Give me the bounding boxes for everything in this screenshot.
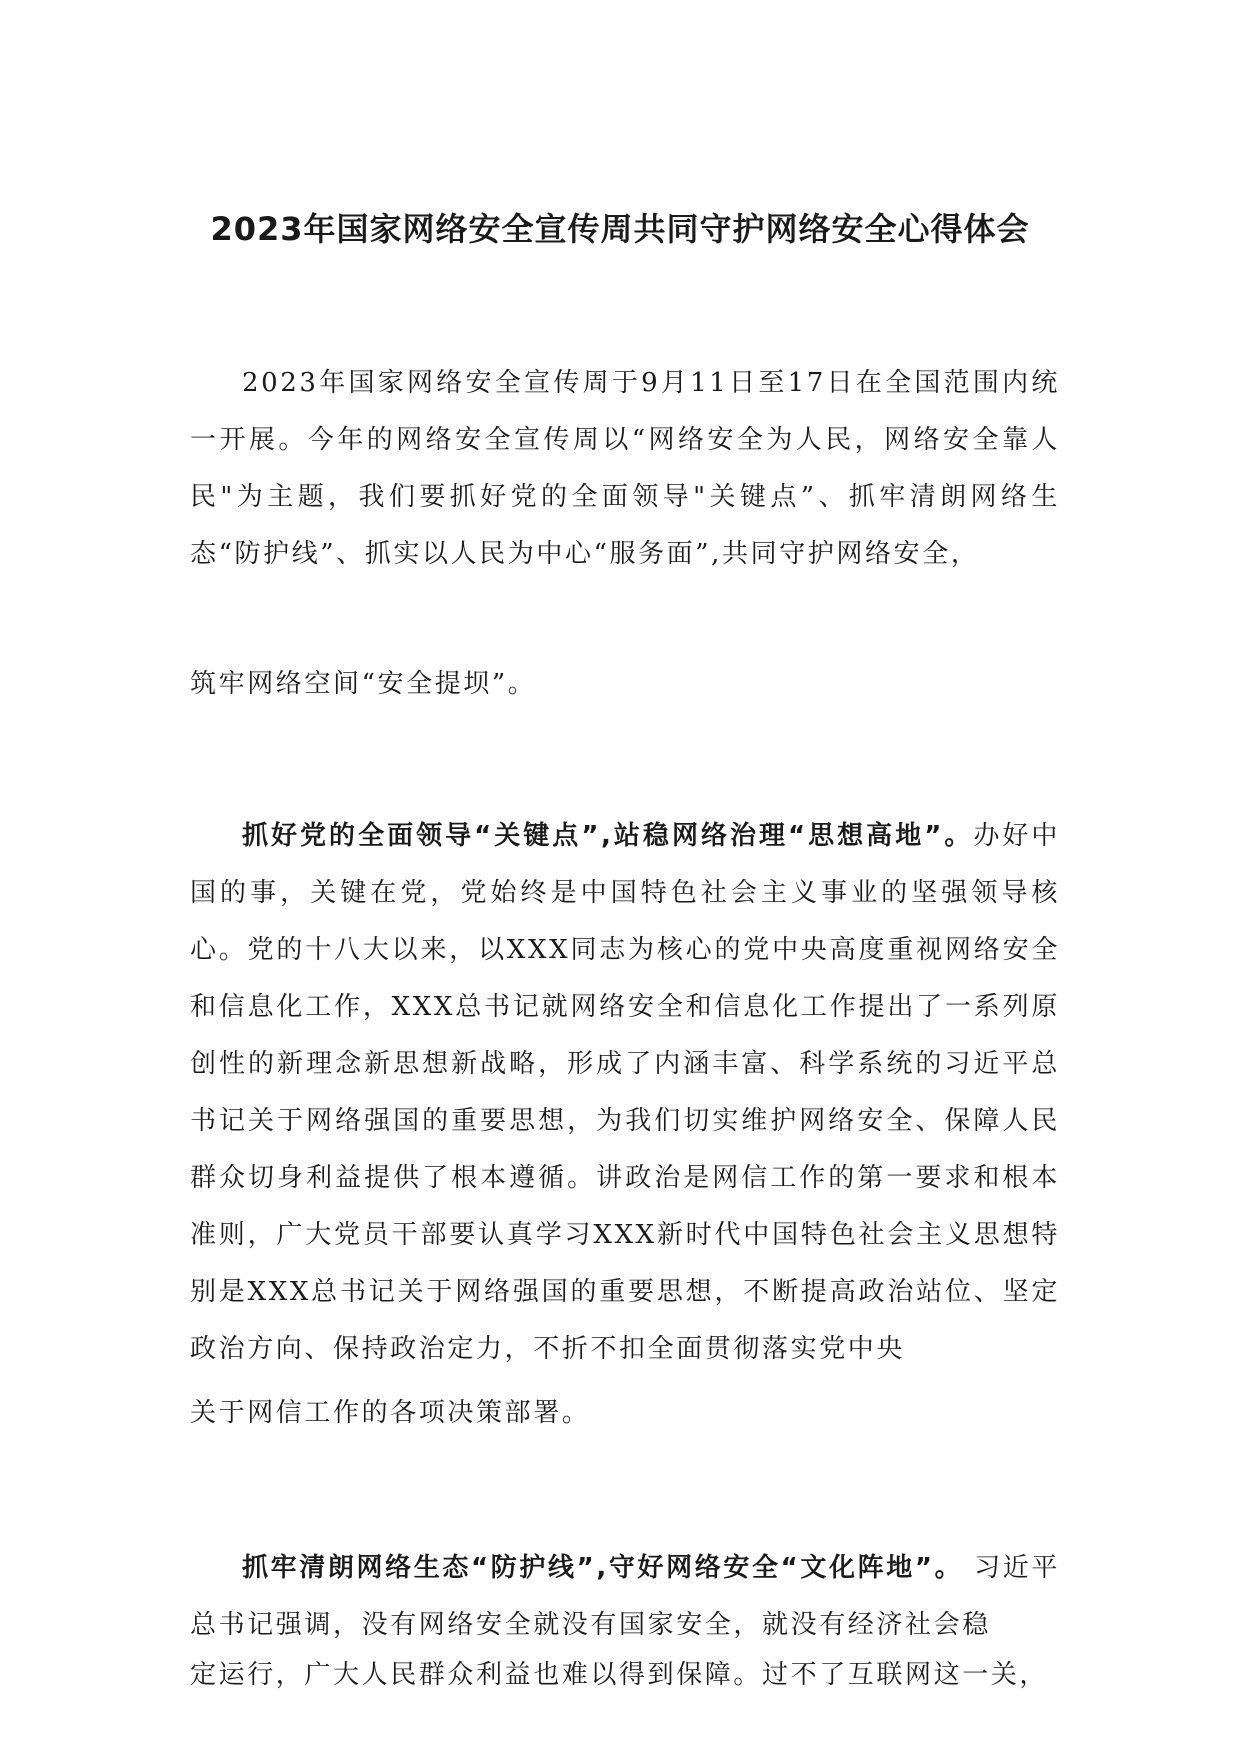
paragraph-party-leadership [190,808,1060,1378]
paragraph-network-ecology [190,1540,1060,1654]
document-title: 2023年国家网络安全宣传周共同守护网络安全心得体会 [210,210,1030,248]
paragraph-intro-continuation: 筑牢网络空间“安全提坝”。 [190,669,537,699]
paragraph-body: 习近平总书记强调，没有网络安全就没有国家安全，就没有经济社会稳 [190,1553,1060,1640]
paragraph-lead-heading: 抓好党的全面领导“关键点”,站稳网络治理“思想高地”。 [242,821,974,851]
paragraph-intro: 2023年国家网络安全宣传周于9月11日至17日在全国范围内统 一开展。今年的网络安全宣传周以“网络安全为人民，网络安全靠人 民"为主题，我们要抓好党的全面领导"关键点”、抓牢清朗网络生 态“防护线”、抓实以人民为中心“服务面”,共同守护网络安全， [190,368,1060,569]
paragraph-party-leadership-continuation: 关于网信工作的各项决策部署。 [190,1398,591,1428]
paragraph-body: 办好中国的事，关键在党，党始终是中国特色社会主义事业的坚强领导核心。党的十八大以来，以XXX同志为核心的党中央高度重视网络安全和信息化工作，XXX总书记就网络安全和信息化工作提出了一系列原创性的新理念新思想新战略，形成了内涵丰富、科学系统的习近平总书记关于网络强国的重要思想，为我们切实维护网络安全、保障人民群众切身利益提供了根本遵循。讲政治是网信工作的第一要求和根本准则，广大党员干部要认真学习XXX新时代中国特色社会主义思想特别是XXX总书记关于网络强国的重要思想，不断提高政治站位、坚定政治方向、保持政治定力，不折不扣全面贯彻落实党中央 [190,821,1060,1364]
paragraph-lead-heading: 抓牢清朗网络生态“防护线”,守好网络安全“文化阵地”。 [242,1553,964,1583]
paragraph-network-ecology-continuation: 定运行，广大人民群众利益也难以得到保障。过不了互联网这一关， [190,1660,1049,1690]
